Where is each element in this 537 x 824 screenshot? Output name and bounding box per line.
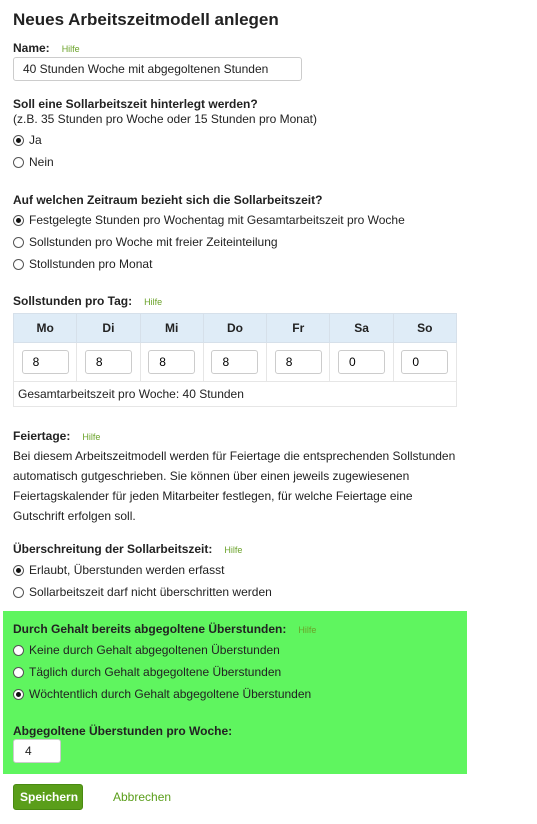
holidays-help-link[interactable]: Hilfe	[82, 432, 101, 442]
hours-input-di[interactable]	[85, 350, 132, 374]
salary-label-row	[13, 622, 316, 636]
holidays-line: automatisch gutgeschrieben. Sie können über einen jeweils zugewiesenen	[13, 469, 410, 483]
radio-period-monthly[interactable]	[13, 257, 152, 271]
target-hint: (z.B. 35 Stunden pro Woche oder 15 Stunden pro Monat)	[13, 112, 317, 126]
radio-overtime-forbidden[interactable]	[13, 585, 272, 599]
radio-salary-daily[interactable]	[13, 665, 281, 679]
holidays-line: Gutschrift erfolgen soll.	[13, 509, 136, 523]
radio-label: Sollstunden pro Woche mit freier Zeiteinteilung	[29, 235, 278, 249]
radio-label: Ja	[29, 133, 42, 147]
radio-label: Nein	[29, 155, 54, 169]
radio-indicator[interactable]	[13, 667, 24, 678]
weekly-overtime-label: Abgegoltene Überstunden pro Woche:	[13, 724, 233, 738]
radio-indicator[interactable]	[13, 157, 24, 168]
radio-label: Sollarbeitszeit darf nicht überschritten werden	[29, 585, 272, 599]
radio-label: Festgelegte Stunden pro Wochentag mit Gesamtarbeitszeit pro Woche	[29, 213, 405, 227]
radio-label: Wöchtentlich durch Gehalt abgegoltene Überstunden	[29, 687, 312, 701]
radio-target-ja[interactable]	[13, 133, 42, 147]
overtime-help-link[interactable]: Hilfe	[224, 545, 243, 555]
radio-label: Stollstunden pro Monat	[29, 257, 153, 271]
target-question: Soll eine Sollarbeitszeit hinterlegt werden?	[13, 97, 258, 111]
days-total-row	[14, 382, 457, 407]
radio-target-nein[interactable]	[13, 155, 54, 169]
name-label: Name:	[13, 41, 50, 55]
holidays-line: Feiertagskalender für jeden Mitarbeiter festlegen, für welche Feiertage eine	[13, 489, 413, 503]
radio-indicator[interactable]	[13, 237, 24, 248]
radio-label: Keine durch Gehalt abgegoltenen Überstunden	[29, 643, 280, 657]
daily-help-link[interactable]: Hilfe	[144, 297, 163, 307]
page-title: Neues Arbeitszeitmodell anlegen	[13, 10, 279, 29]
name-label-row	[13, 41, 80, 55]
day-header-so: So	[393, 314, 456, 343]
save-button[interactable]: Speichern	[13, 784, 83, 810]
day-header-mi: Mi	[140, 314, 203, 343]
days-input-row	[14, 343, 457, 382]
salary-help-link[interactable]: Hilfe	[298, 625, 317, 635]
name-input[interactable]	[13, 57, 302, 81]
radio-indicator[interactable]	[13, 645, 24, 656]
hours-input-mi[interactable]	[148, 350, 195, 374]
radio-indicator[interactable]	[13, 565, 24, 576]
radio-salary-none[interactable]	[13, 643, 280, 657]
radio-indicator[interactable]	[13, 259, 24, 270]
daily-label: Sollstunden pro Tag:	[13, 294, 133, 308]
daily-label-row	[13, 294, 162, 308]
overtime-label-row	[13, 542, 242, 556]
name-help-link[interactable]: Hilfe	[61, 44, 80, 54]
radio-period-weekly[interactable]	[13, 235, 278, 249]
radio-label: Erlaubt, Überstunden werden erfasst	[29, 563, 225, 577]
radio-salary-weekly[interactable]	[13, 687, 311, 701]
hours-input-sa[interactable]	[338, 350, 385, 374]
day-header-fr: Fr	[267, 314, 330, 343]
cancel-link[interactable]: Abbrechen	[113, 790, 172, 804]
radio-overtime-allowed[interactable]	[13, 563, 224, 577]
daily-hours-table	[13, 313, 457, 407]
salary-label: Durch Gehalt bereits abgegoltene Überstunden:	[13, 622, 287, 636]
holidays-label: Feiertage:	[13, 429, 71, 443]
radio-indicator[interactable]	[13, 587, 24, 598]
radio-indicator[interactable]	[13, 689, 24, 700]
day-header-mo: Mo	[14, 314, 77, 343]
day-header-di: Di	[77, 314, 140, 343]
hours-input-fr[interactable]	[275, 350, 322, 374]
weekly-overtime-input[interactable]	[13, 739, 61, 763]
days-header-row	[14, 314, 457, 343]
weekly-total-text: Gesamtarbeitszeit pro Woche: 40 Stunden	[14, 382, 457, 407]
period-question: Auf welchen Zeitraum bezieht sich die Sollarbeitszeit?	[13, 193, 323, 207]
hours-input-mo[interactable]	[22, 350, 69, 374]
holidays-label-row	[13, 429, 100, 443]
radio-indicator[interactable]	[13, 215, 24, 226]
radio-label: Täglich durch Gehalt abgegoltene Überstunden	[29, 665, 282, 679]
overtime-label: Überschreitung der Sollarbeitszeit:	[13, 542, 213, 556]
day-header-do: Do	[203, 314, 266, 343]
hours-input-so[interactable]	[401, 350, 448, 374]
holidays-line: Bei diesem Arbeitszeitmodell werden für Feiertage die entsprechenden Sollstunden	[13, 449, 456, 463]
day-header-sa: Sa	[330, 314, 393, 343]
hours-input-do[interactable]	[211, 350, 258, 374]
radio-period-fixed[interactable]	[13, 213, 405, 227]
radio-indicator[interactable]	[13, 135, 24, 146]
holidays-description	[13, 446, 468, 526]
